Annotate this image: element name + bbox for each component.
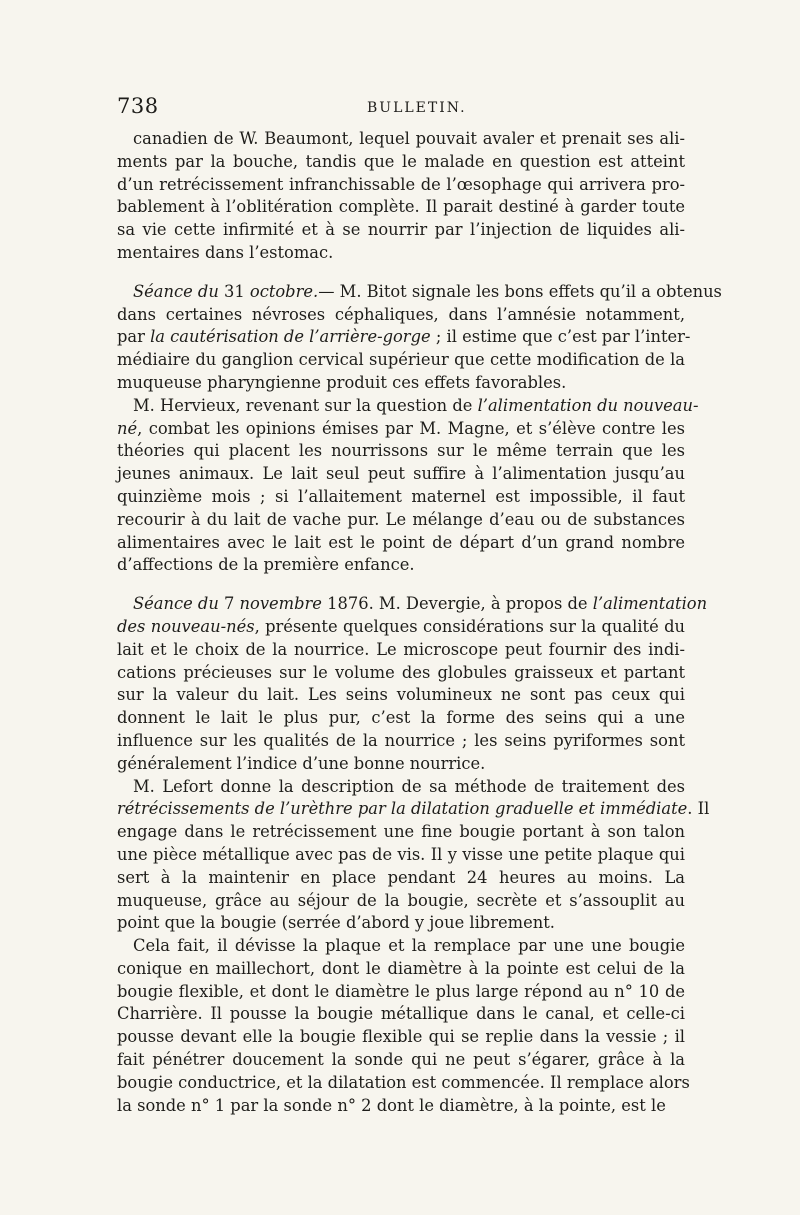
text-run: Cela fait, il dévisse la plaque et la remplace par une une bougie xyxy=(133,936,685,956)
text-line xyxy=(117,707,685,730)
text-run: d’affections de la première enfance. xyxy=(117,555,415,575)
text-run: dans certaines névroses céphaliques, dans l’amnésie notamment, xyxy=(117,304,685,324)
paragraph xyxy=(117,935,690,1117)
text-line xyxy=(117,1049,685,1072)
text-line xyxy=(117,242,685,265)
paragraph-gap xyxy=(117,577,685,593)
paragraph xyxy=(117,281,722,395)
text-line xyxy=(117,753,685,776)
text-line xyxy=(117,1095,685,1118)
text-line xyxy=(117,509,685,532)
text-line xyxy=(117,326,691,349)
text-run: alimentaires avec le lait est le point de départ d’un grand nombre xyxy=(117,532,685,552)
page xyxy=(117,94,722,1117)
text-run: Charrière. Il pousse la bougie métallique dans le canal, et celle-ci xyxy=(117,1004,685,1024)
text-run: , présente quelques considérations sur la qualité du xyxy=(254,616,685,636)
running-head xyxy=(117,94,685,128)
text-line xyxy=(117,128,685,151)
text-line xyxy=(117,372,685,395)
italic-run: la cautérisation de l’arrière-gorge xyxy=(150,327,431,347)
italic-run: rétrécissements de l’urèthre par la dilatation graduelle et immédiate xyxy=(117,799,688,819)
text-line xyxy=(117,486,685,509)
text-run: recourir à du lait de vache pur. Le mélange d’eau ou de substances xyxy=(117,509,685,529)
text-line xyxy=(117,395,699,418)
text-run: une pièce métallique avec pas de vis. Il y visse une petite plaque qui xyxy=(117,844,685,864)
paragraph xyxy=(117,776,710,936)
paragraph-gap xyxy=(117,265,685,281)
text-run: 7 xyxy=(218,594,240,614)
text-run: muqueuse pharyngienne produit ces effets favorables. xyxy=(117,372,567,392)
italic-run: octobre. xyxy=(249,281,319,301)
italic-run: novembre xyxy=(239,594,322,614)
text-run: 31 xyxy=(218,281,250,301)
text-line xyxy=(117,219,685,242)
text-run: théories qui placent les nourrissons sur le même terrain que les xyxy=(117,441,685,461)
text-run: . Il xyxy=(687,799,710,819)
text-line xyxy=(117,662,685,685)
text-run: mentaires dans l’estomac. xyxy=(117,242,334,262)
paragraph xyxy=(117,395,699,577)
text-line xyxy=(117,935,685,958)
text-line xyxy=(117,730,685,753)
running-title: BULLETIN. xyxy=(367,100,467,116)
text-line xyxy=(117,981,685,1004)
text-run: M. Hervieux, revenant sur la question de xyxy=(133,395,478,415)
text-run: bougie conductrice, et la dilatation est commencée. Il remplace alors xyxy=(117,1072,690,1092)
text-run: lait et le choix de la nourrice. Le microscope peut fournir des indi- xyxy=(117,639,685,659)
text-run: cations précieuses sur le volume des globules graisseux et partant xyxy=(117,662,685,682)
text-line xyxy=(117,684,685,707)
text-line xyxy=(117,616,685,639)
text-line xyxy=(117,174,685,197)
italic-run: des nouveau-nés xyxy=(117,616,255,636)
text-line xyxy=(117,776,685,799)
text-run: point que la bougie (serrée d’abord y joue librement. xyxy=(117,913,555,933)
body-text xyxy=(117,128,722,1117)
text-run: donnent le lait le plus pur, c’est la forme des seins qui a une xyxy=(117,708,685,728)
text-run: d’un retrécissement infranchissable de l’œsophage qui arrivera pro- xyxy=(117,174,685,194)
text-run: la sonde n° 1 par la sonde n° 2 dont le diamètre, à la pointe, est le xyxy=(117,1095,666,1115)
text-line xyxy=(117,821,685,844)
text-line xyxy=(117,867,685,890)
italic-run: Séance du xyxy=(133,594,219,614)
text-line xyxy=(117,151,685,174)
italic-run: l’alimentation du nouveau- xyxy=(477,395,699,415)
text-line xyxy=(117,1072,690,1095)
text-run: fait pénétrer doucement la sonde qui ne peut s’égarer, grâce à la xyxy=(117,1050,685,1070)
text-run: médiaire du ganglion cervical supérieur que cette modification de la xyxy=(117,350,685,370)
text-run: sur la valeur du lait. Les seins volumineux ne sont pas ceux qui xyxy=(117,685,685,705)
text-run: ments par la bouche, tandis que le malade en question est atteint xyxy=(117,151,685,171)
text-line xyxy=(117,281,722,304)
page-number: 738 xyxy=(117,94,159,118)
paragraph xyxy=(117,593,708,775)
italic-run: né xyxy=(117,418,138,438)
text-line xyxy=(117,418,685,441)
text-run: pousse devant elle la bougie flexible qui se replie dans la vessie ; il xyxy=(117,1027,685,1047)
text-line xyxy=(117,349,685,372)
text-run: par xyxy=(117,327,151,347)
text-run: conique en maillechort, dont le diamètre à la pointe est celui de la xyxy=(117,958,685,978)
text-run: bougie flexible, et dont le diamètre le plus large répond au n° 10 de xyxy=(117,981,685,1001)
text-line xyxy=(117,196,685,219)
text-run: engage dans le retrécissement une fine bougie portant à son talon xyxy=(117,822,685,842)
text-line xyxy=(117,844,685,867)
text-run: , combat les opinions émises par M. Magne, et s’élève contre les xyxy=(137,418,685,438)
text-line xyxy=(117,593,708,616)
text-run: influence sur les qualités de la nourrice ; les seins pyriformes sont xyxy=(117,730,685,750)
text-line xyxy=(117,798,710,821)
text-run: — M. Bitot signale les bons effets qu’il a obtenus xyxy=(318,281,722,301)
text-run: muqueuse, grâce au séjour de la bougie, secrète et s’assouplit au xyxy=(117,890,685,910)
text-line xyxy=(117,440,685,463)
paragraph xyxy=(117,128,685,265)
text-run: jeunes animaux. Le lait seul peut suffire à l’alimentation jusqu’au xyxy=(117,464,685,484)
text-run: sa vie cette infirmité et à se nourrir par l’injection de liquides ali- xyxy=(117,220,685,240)
text-run: 1876. M. Devergie, à propos de xyxy=(321,594,593,614)
text-run: sert à la maintenir en place pendant 24 heures au moins. La xyxy=(117,867,685,887)
text-line xyxy=(117,912,685,935)
text-line xyxy=(117,958,685,981)
italic-run: Séance du xyxy=(133,281,219,301)
text-line xyxy=(117,890,685,913)
text-line xyxy=(117,1003,685,1026)
text-line xyxy=(117,532,685,555)
text-run: quinzième mois ; si l’allaitement maternel est impossible, il faut xyxy=(117,486,685,506)
text-line xyxy=(117,639,685,662)
text-run: canadien de W. Beaumont, lequel pouvait avaler et prenait ses ali- xyxy=(133,129,685,148)
text-run: généralement l’indice d’une bonne nourrice. xyxy=(117,753,486,773)
italic-run: l’alimentation xyxy=(592,594,708,614)
text-run: ; il estime que c’est par l’inter- xyxy=(430,327,691,347)
text-line xyxy=(117,463,685,486)
text-line xyxy=(117,554,685,577)
text-line xyxy=(117,1026,685,1049)
text-run: bablement à l’oblitération complète. Il parait destiné à garder toute xyxy=(117,197,685,217)
text-line xyxy=(117,304,685,327)
text-run: M. Lefort donne la description de sa méthode de traitement des xyxy=(133,776,685,796)
